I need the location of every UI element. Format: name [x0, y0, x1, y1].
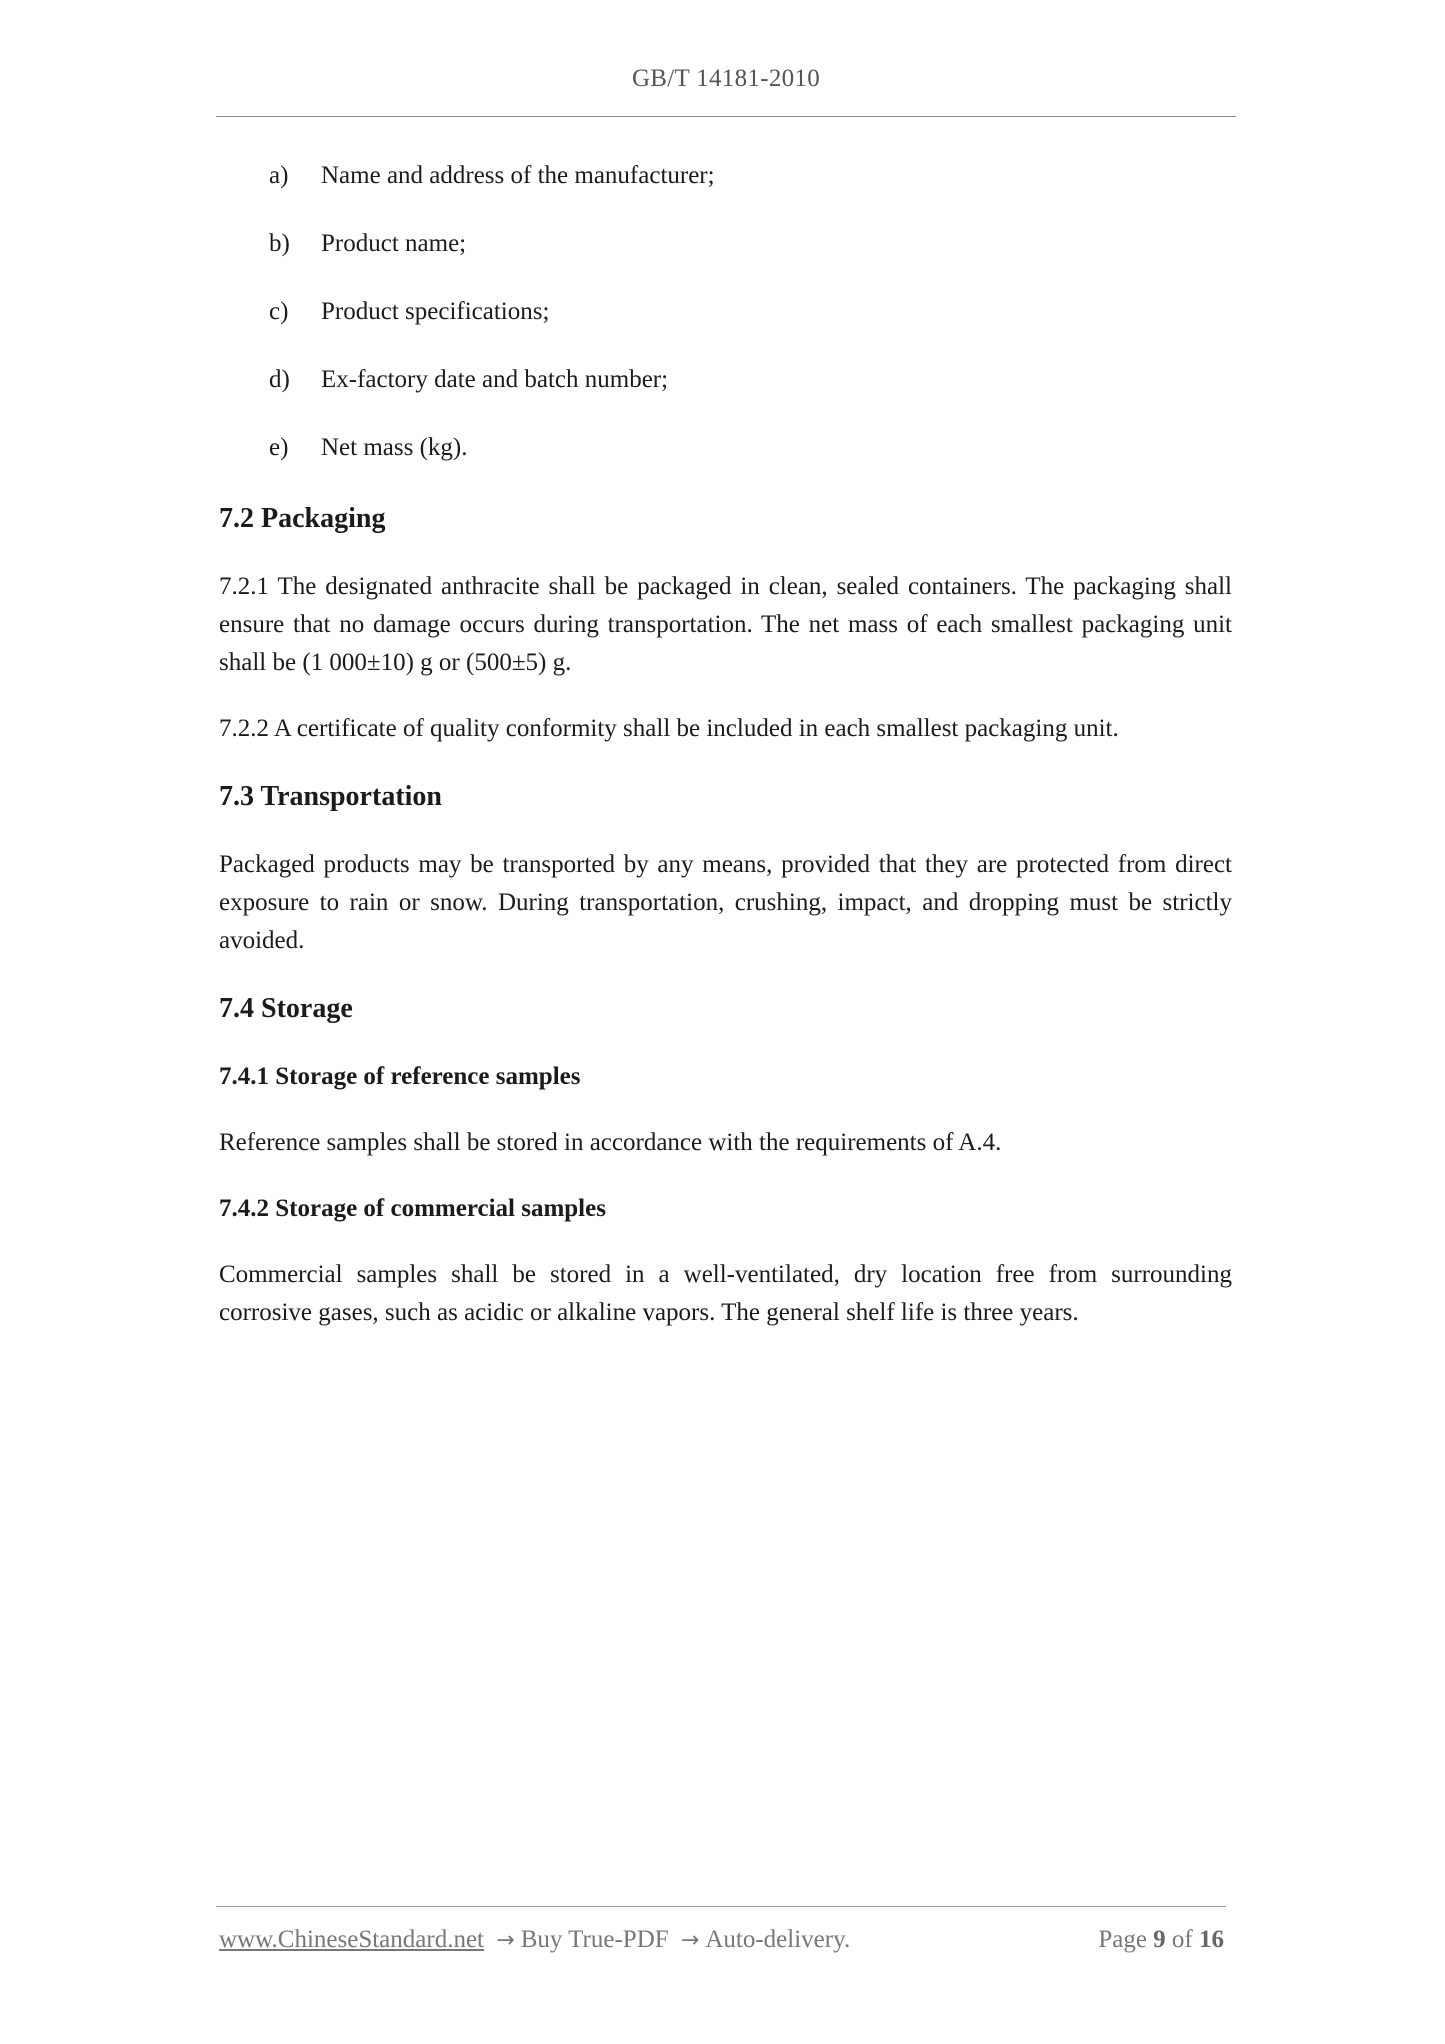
list-marker: c)	[269, 298, 289, 325]
page-footer	[219, 1922, 1224, 1959]
arrow-right-icon: →	[496, 1928, 515, 1953]
list-item	[219, 158, 1232, 194]
auto-delivery-text: Auto-delivery.	[705, 1926, 851, 1953]
page-label: Page	[1098, 1926, 1147, 1953]
list-item	[219, 294, 1232, 330]
paragraph-reference-samples: Reference samples shall be stored in accordance with the requirements of A.4.	[219, 1129, 1002, 1156]
paragraph-7-2-2: 7.2.2 A certificate of quality conformity shall be included in each smallest packaging unit.	[219, 715, 1119, 742]
list-item	[219, 226, 1232, 262]
section-heading-transportation: 7.3 Transportation	[219, 781, 442, 812]
website-link[interactable]: www.ChineseStandard.net	[219, 1926, 484, 1953]
list-marker: b)	[269, 230, 290, 257]
subheading-commercial-samples: 7.4.2 Storage of commercial samples	[219, 1195, 606, 1222]
marking-list	[219, 158, 1232, 466]
list-marker: d)	[269, 366, 290, 393]
arrow-right-icon: →	[680, 1928, 700, 1953]
paragraph-commercial-samples: Commercial samples shall be stored in a well-ventilated, dry location free from surrounding corrosive gases, such as acidic or alkaline vapors. The general shelf life is three years.	[219, 1261, 1232, 1326]
list-text: Ex-factory date and batch number;	[321, 366, 669, 393]
page-current: 9	[1153, 1926, 1166, 1953]
subheading-reference-samples: 7.4.1 Storage of reference samples	[219, 1063, 581, 1090]
buy-true-pdf-text: Buy True-PDF	[520, 1926, 669, 1953]
list-marker: a)	[269, 162, 289, 189]
list-item	[219, 430, 1232, 466]
page-total: 16	[1199, 1926, 1224, 1953]
document-body	[219, 158, 1232, 1360]
page-number	[1098, 1922, 1224, 1959]
list-text: Net mass (kg).	[321, 434, 468, 461]
footer-divider	[216, 1906, 1226, 1907]
list-marker: e)	[269, 434, 289, 461]
header-divider	[216, 116, 1236, 117]
paragraph-transportation: Packaged products may be transported by any means, provided that they are protected from direct exposure to rain or snow. During transportation, crushing, impact, and dropping must be strictly avoided.	[219, 851, 1232, 954]
of-label: of	[1171, 1926, 1193, 1953]
list-text: Product specifications;	[321, 298, 550, 325]
document-header-title: GB/T 14181-2010	[631, 65, 821, 92]
section-heading-storage: 7.4 Storage	[219, 993, 353, 1024]
footer-left	[219, 1922, 850, 1959]
list-item	[219, 362, 1232, 398]
paragraph-7-2-1: 7.2.1 The designated anthracite shall be packaged in clean, sealed containers. The packaging shall ensure that no damage occurs during transportation. The net mass of each smallest packaging unit shall be (1 000±10) g or (500±5) g.	[219, 573, 1232, 676]
section-heading-packaging: 7.2 Packaging	[219, 503, 386, 534]
list-text: Product name;	[321, 230, 467, 257]
list-text: Name and address of the manufacturer;	[321, 162, 715, 189]
